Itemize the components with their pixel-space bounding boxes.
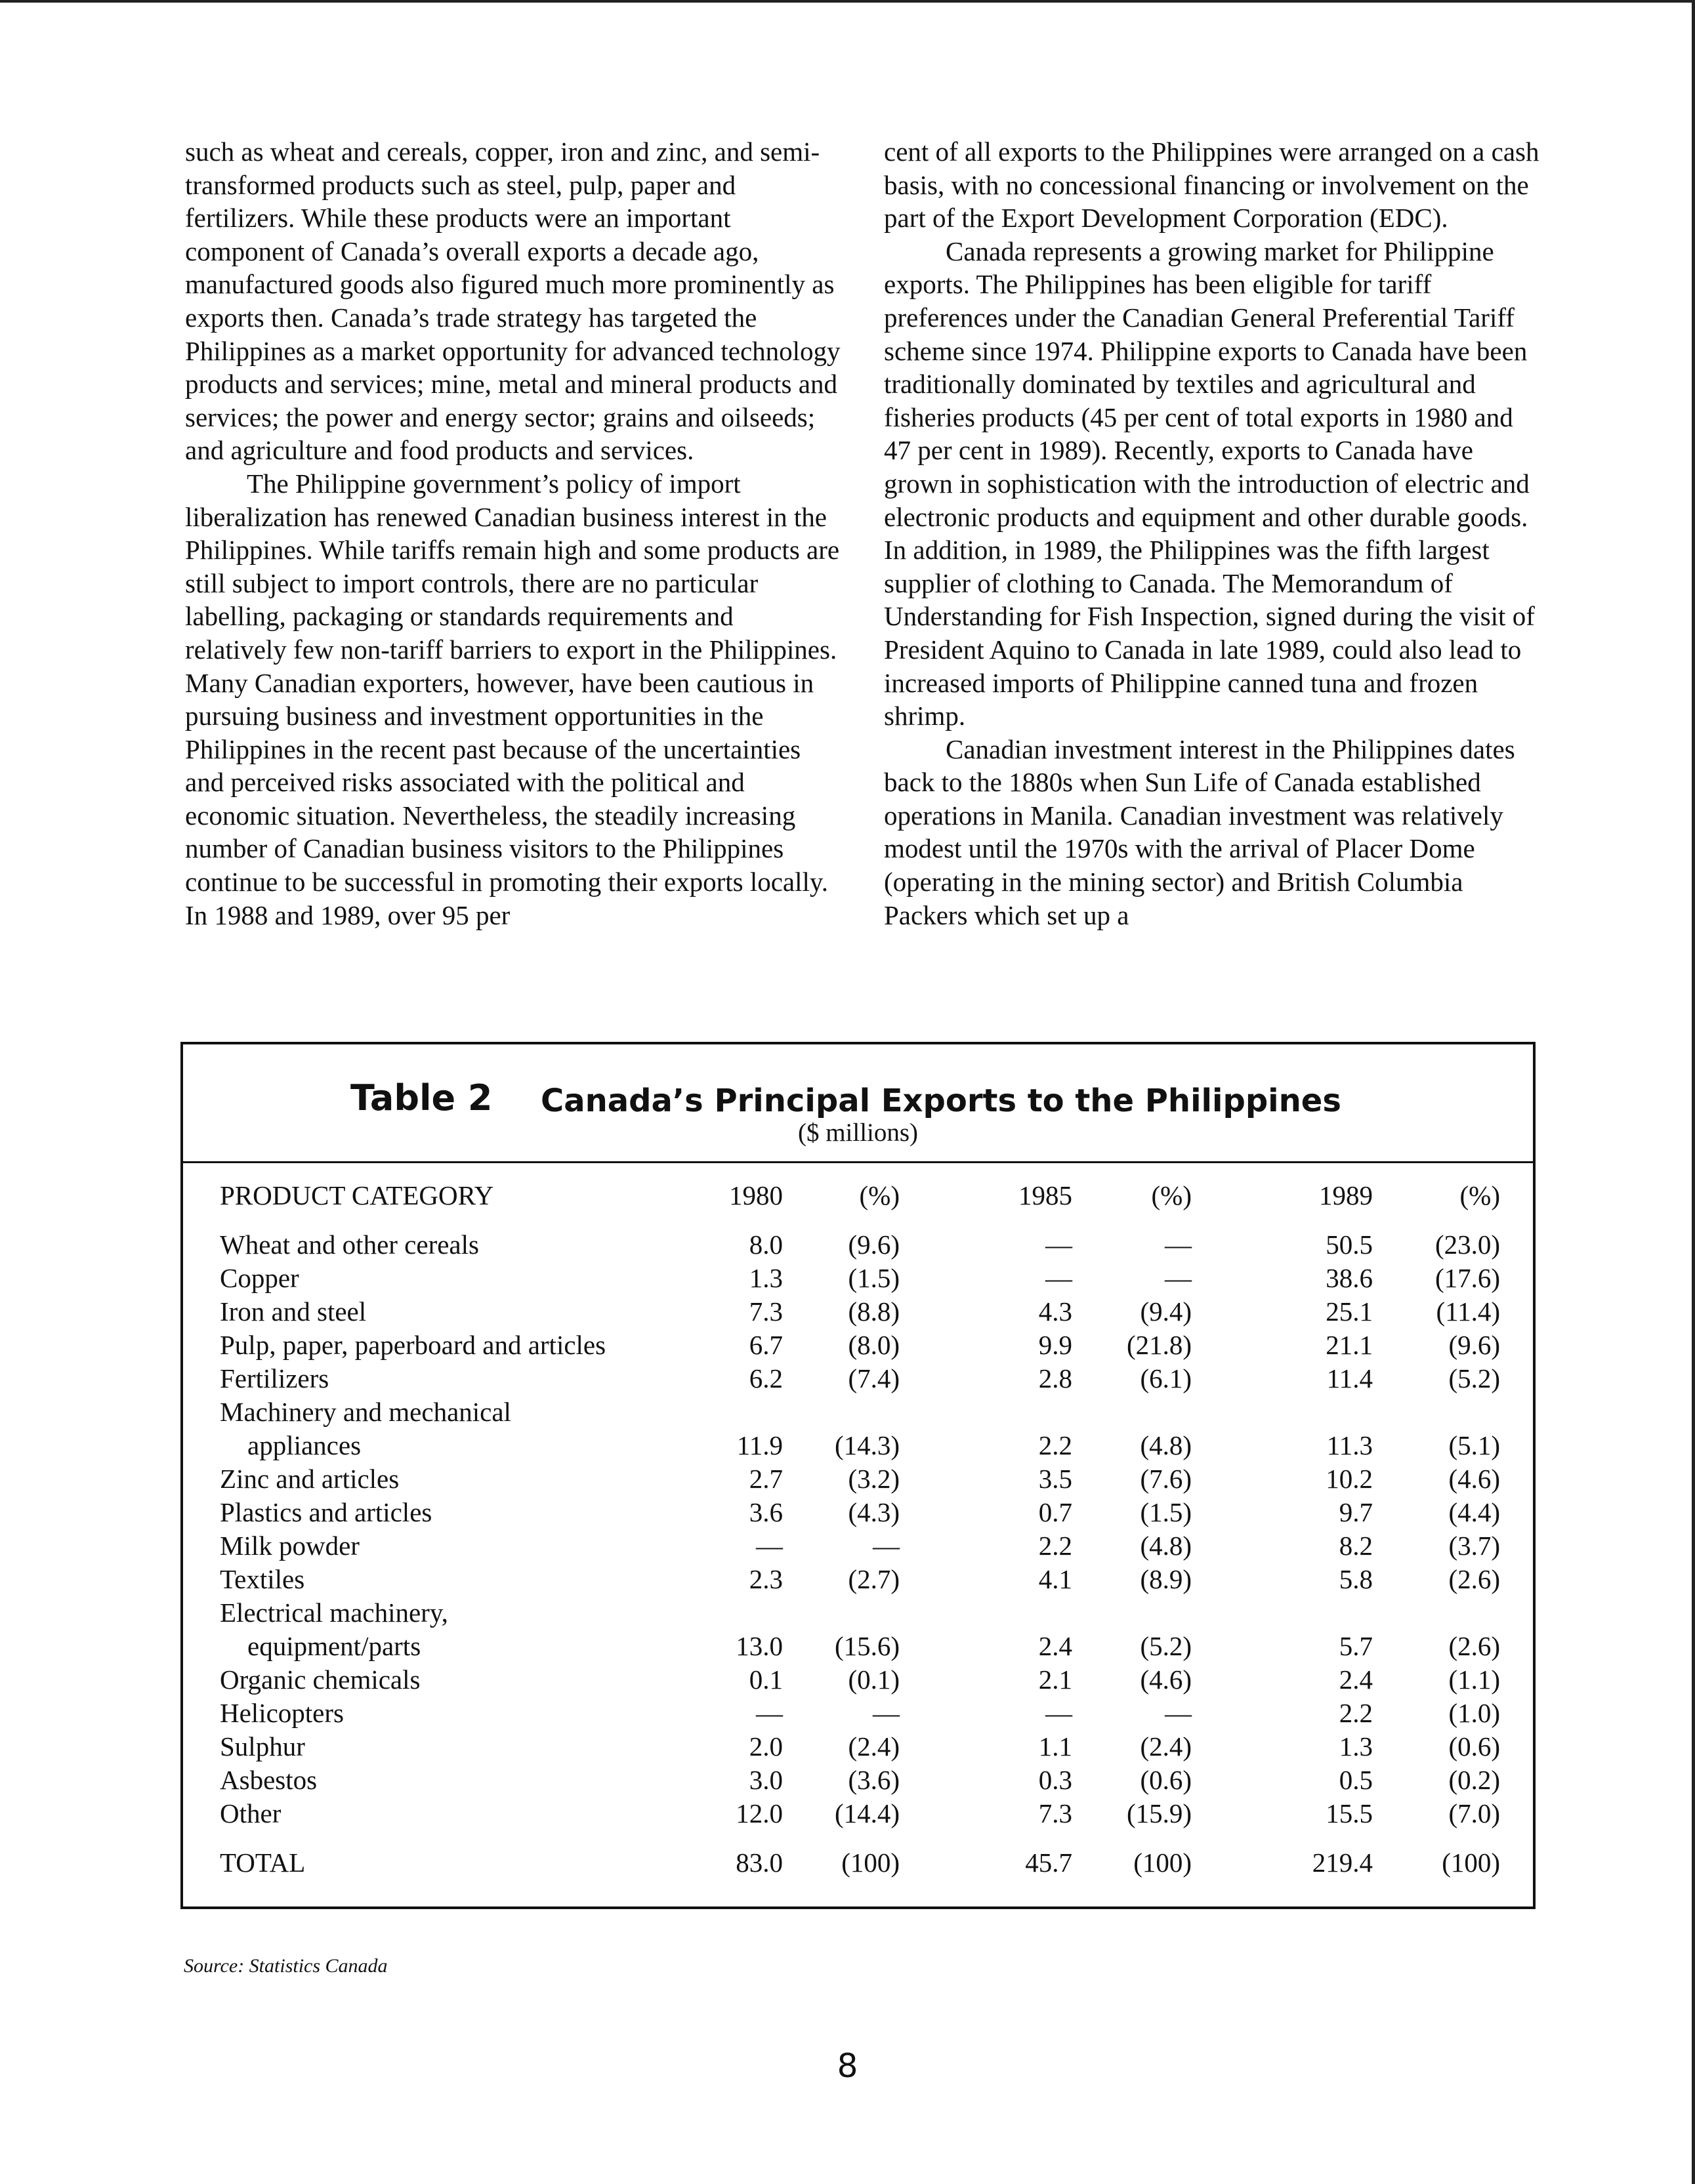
cell-pct-1985: — [1165, 1263, 1192, 1293]
cell-pct-1989: (7.0) [1448, 1798, 1500, 1828]
cell-1980: 6.7 [749, 1330, 783, 1360]
cell-1980: 8.0 [749, 1229, 783, 1260]
row-label-continuation: appliances [247, 1430, 362, 1460]
total-cell-pct-1989: (100) [1442, 1847, 1500, 1878]
cell-pct-1989: (2.6) [1448, 1631, 1500, 1661]
row-label: Machinery and mechanical [220, 1397, 511, 1427]
table-title-row [183, 1077, 1533, 1117]
cell-pct-1980: (3.2) [848, 1464, 900, 1494]
header-product-category: PRODUCT CATEGORY [220, 1180, 494, 1210]
total-label: TOTAL [220, 1847, 306, 1878]
cell-pct-1989: (5.2) [1448, 1363, 1500, 1393]
table-row [183, 1730, 1533, 1763]
header-pct-1980: (%) [859, 1180, 900, 1210]
cell-pct-1989: (1.0) [1448, 1698, 1500, 1728]
cell-1989: 8.2 [1339, 1531, 1373, 1561]
cell-1985: 9.9 [1038, 1330, 1072, 1360]
table-total-row [183, 1846, 1533, 1880]
cell-pct-1989: (23.0) [1434, 1229, 1500, 1260]
cell-1980: 3.6 [749, 1497, 783, 1527]
page-number: 8 [837, 2047, 858, 2085]
cell-1980: 7.3 [749, 1296, 783, 1327]
cell-1989: 10.2 [1326, 1464, 1373, 1494]
cell-1980: 12.0 [736, 1798, 783, 1828]
cell-pct-1989: (17.6) [1434, 1263, 1500, 1293]
cell-pct-1989: (5.1) [1448, 1430, 1500, 1460]
cell-pct-1985: (4.8) [1140, 1531, 1192, 1561]
cell-1989: 5.7 [1339, 1631, 1373, 1661]
cell-1985: 0.7 [1038, 1497, 1072, 1527]
row-label: Textiles [220, 1564, 305, 1594]
cell-pct-1989: (9.6) [1448, 1330, 1500, 1360]
row-label: Plastics and articles [220, 1497, 432, 1527]
row-label: Zinc and articles [220, 1464, 400, 1494]
table-row [183, 1262, 1533, 1295]
right-paragraph-3: Canadian investment interest in the Philippines dates back to the 1880s when Sun Life of Canada established operations in Manila. Canadian investment was relatively modest until the 1970s with the arrival of Placer Dome (operating in the mining sector) and British Columbia Packers which set up a [884, 733, 1515, 930]
table-title: Canada’s Principal Exports to the Philippines [541, 1082, 1341, 1119]
header-1980: 1980 [729, 1180, 783, 1210]
row-label: Wheat and other cereals [220, 1229, 479, 1260]
cell-1989: 21.1 [1326, 1330, 1373, 1360]
total-cell-1989: 219.4 [1312, 1847, 1373, 1878]
cell-pct-1989: (2.6) [1448, 1564, 1500, 1594]
cell-1989: 50.5 [1326, 1229, 1373, 1260]
header-1989: 1989 [1319, 1180, 1373, 1210]
cell-1985: 3.5 [1038, 1464, 1072, 1494]
cell-1980: 2.7 [749, 1464, 783, 1494]
row-label: Fertilizers [220, 1363, 329, 1393]
cell-1985: 4.3 [1038, 1296, 1072, 1327]
cell-pct-1989: (4.4) [1448, 1497, 1500, 1527]
exports-table [180, 1042, 1536, 1909]
cell-pct-1980: (15.6) [834, 1631, 900, 1661]
row-label: Electrical machinery, [220, 1597, 448, 1628]
row-label: Milk powder [220, 1531, 360, 1561]
cell-pct-1985: — [1165, 1698, 1192, 1728]
cell-1989: 2.4 [1339, 1664, 1373, 1695]
cell-1985: — [1045, 1229, 1072, 1260]
cell-1989: 11.4 [1326, 1363, 1373, 1393]
cell-pct-1989: (4.6) [1448, 1464, 1500, 1494]
cell-1985: 4.1 [1038, 1564, 1072, 1594]
cell-pct-1989: (1.1) [1448, 1664, 1500, 1695]
page-edge-top [0, 0, 1695, 3]
table-row [183, 1429, 1533, 1462]
cell-pct-1989: (0.2) [1448, 1765, 1500, 1795]
cell-1989: 15.5 [1326, 1798, 1373, 1828]
cell-pct-1989: (3.7) [1448, 1531, 1500, 1561]
table-row [183, 1362, 1533, 1395]
table-row [183, 1663, 1533, 1697]
table-row [183, 1563, 1533, 1596]
cell-pct-1980: (4.3) [848, 1497, 900, 1527]
table-row [183, 1529, 1533, 1563]
table-row [183, 1496, 1533, 1529]
table-row [183, 1797, 1533, 1830]
cell-1985: 2.8 [1038, 1363, 1072, 1393]
cell-pct-1985: (4.8) [1140, 1430, 1192, 1460]
row-label: Other [220, 1798, 282, 1828]
table-header-row [183, 1179, 1533, 1212]
cell-1985: 2.1 [1038, 1664, 1072, 1695]
cell-1989: 11.3 [1326, 1430, 1373, 1460]
row-label: Sulphur [220, 1731, 305, 1762]
cell-1980: 0.1 [749, 1664, 783, 1695]
right-column [884, 135, 1540, 932]
cell-1989: 25.1 [1326, 1296, 1373, 1327]
cell-1985: 2.2 [1038, 1430, 1072, 1460]
total-cell-pct-1985: (100) [1133, 1847, 1192, 1878]
cell-1985: — [1045, 1698, 1072, 1728]
row-label: Helicopters [220, 1698, 344, 1728]
total-cell-pct-1980: (100) [841, 1847, 900, 1878]
cell-1980: — [756, 1531, 783, 1561]
cell-pct-1980: — [873, 1698, 900, 1728]
table-divider [183, 1161, 1533, 1163]
cell-1985: 2.2 [1038, 1531, 1072, 1561]
cell-1980: 6.2 [749, 1363, 783, 1393]
cell-pct-1985: (21.8) [1126, 1330, 1192, 1360]
row-label: Copper [220, 1263, 299, 1293]
right-paragraph-1: cent of all exports to the Philippines were arranged on a cash basis, with no concessional financing or involvement on the part of the Export Development Corporation (EDC). [884, 136, 1539, 234]
cell-pct-1985: — [1165, 1229, 1192, 1260]
table-row [183, 1395, 1533, 1429]
cell-1985: 1.1 [1038, 1731, 1072, 1762]
cell-1989: 0.5 [1339, 1765, 1373, 1795]
table-row [183, 1630, 1533, 1663]
table-subtitle: ($ millions) [797, 1119, 919, 1147]
cell-pct-1980: (2.7) [848, 1564, 900, 1594]
cell-pct-1985: (8.9) [1140, 1564, 1192, 1594]
table-row [183, 1295, 1533, 1329]
cell-1980: — [756, 1698, 783, 1728]
right-paragraph-2: Canada represents a growing market for Philippine exports. The Philippines has been eligible for tariff preferences under the Canadian General Preferential Tariff scheme since 1974. Philippine exports to Canada have been traditionally dominated by textiles and agricultural and fisheries products (45 per cent of total exports in 1980 and 47 per cent in 1989). Recently, exports to Canada have grown in sophistication with the introduction of electric and electronic products and equipment and other durable goods. In addition, in 1989, the Philippines was the fifth largest supplier of clothing to Canada. The Memorandum of Understanding for Fish Inspection, signed during the visit of President Aquino to Canada in late 1989, could also lead to increased imports of Philippine canned tuna and frozen shrimp. [884, 236, 1535, 731]
cell-1985: 0.3 [1038, 1765, 1072, 1795]
cell-pct-1985: (1.5) [1140, 1497, 1192, 1527]
cell-1980: 2.3 [749, 1564, 783, 1594]
cell-pct-1985: (15.9) [1126, 1798, 1192, 1828]
cell-pct-1980: (9.6) [848, 1229, 900, 1260]
cell-1980: 3.0 [749, 1765, 783, 1795]
cell-pct-1980: (7.4) [848, 1363, 900, 1393]
row-label: Iron and steel [220, 1296, 367, 1327]
table-row [183, 1763, 1533, 1797]
row-label-continuation: equipment/parts [247, 1631, 421, 1661]
row-label: Asbestos [220, 1765, 318, 1795]
cell-pct-1980: (14.4) [834, 1798, 900, 1828]
cell-1980: 2.0 [749, 1731, 783, 1762]
page-edge-right [1692, 0, 1695, 2184]
cell-pct-1985: (0.6) [1140, 1765, 1192, 1795]
cell-1989: 38.6 [1326, 1263, 1373, 1293]
cell-pct-1980: (0.1) [848, 1664, 900, 1695]
table-row [183, 1697, 1533, 1730]
header-pct-1989: (%) [1459, 1180, 1500, 1210]
table-number: Table 2 [350, 1077, 493, 1119]
cell-pct-1980: (8.0) [848, 1330, 900, 1360]
total-cell-1985: 45.7 [1025, 1847, 1072, 1878]
cell-pct-1985: (9.4) [1140, 1296, 1192, 1327]
left-column [185, 135, 841, 932]
cell-1985: — [1045, 1263, 1072, 1293]
row-label: Organic chemicals [220, 1664, 421, 1695]
cell-pct-1985: (2.4) [1140, 1731, 1192, 1762]
header-pct-1985: (%) [1151, 1180, 1192, 1210]
cell-1989: 5.8 [1339, 1564, 1373, 1594]
cell-1989: 1.3 [1339, 1731, 1373, 1762]
cell-pct-1980: (3.6) [848, 1765, 900, 1795]
cell-pct-1985: (6.1) [1140, 1363, 1192, 1393]
cell-pct-1980: (8.8) [848, 1296, 900, 1327]
header-1985: 1985 [1018, 1180, 1072, 1210]
cell-1980: 11.9 [736, 1430, 783, 1460]
cell-pct-1989: (0.6) [1448, 1731, 1500, 1762]
table-row [183, 1329, 1533, 1362]
cell-pct-1980: (2.4) [848, 1731, 900, 1762]
left-paragraph-1: such as wheat and cereals, copper, iron and zinc, and semi-transformed products such as steel, pulp, paper and fertilizers. While these products were an important component of Canada’s overall exports a decade ago, manufactured goods also figured much more prominently as exports then. Canada’s trade strategy has targeted the Philippines as a market opportunity for advanced technology products and services; mine, metal and mineral products and services; the power and energy sector; grains and oilseeds; and agriculture and food products and services. [185, 136, 841, 466]
cell-pct-1980: — [873, 1531, 900, 1561]
cell-pct-1980: (14.3) [834, 1430, 900, 1460]
left-paragraph-2: The Philippine government’s policy of import liberalization has renewed Canadian business interest in the Philippines. While tariffs remain high and some products are still subject to import controls, there are no particular labelling, packaging or standards requirements and relatively few non-tariff barriers to export in the Philippines. Many Canadian exporters, however, have been cautious in pursuing business and investment opportunities in the Philippines in the recent past because of the uncertainties and perceived risks associated with the political and economic situation. Nevertheless, the steadily increasing number of Canadian business visitors to the Philippines continue to be successful in promoting their exports locally. In 1988 and 1989, over 95 per [185, 468, 840, 930]
cell-pct-1989: (11.4) [1436, 1296, 1500, 1327]
row-label: Pulp, paper, paperboard and articles [220, 1330, 606, 1360]
table-row [183, 1228, 1533, 1262]
cell-1980: 13.0 [736, 1631, 783, 1661]
table-row [183, 1596, 1533, 1630]
cell-1980: 1.3 [749, 1263, 783, 1293]
table-row [183, 1462, 1533, 1496]
cell-pct-1985: (4.6) [1140, 1664, 1192, 1695]
cell-1985: 7.3 [1038, 1798, 1072, 1828]
cell-pct-1985: (7.6) [1140, 1464, 1192, 1494]
cell-pct-1985: (5.2) [1140, 1631, 1192, 1661]
cell-1989: 9.7 [1339, 1497, 1373, 1527]
total-cell-1980: 83.0 [736, 1847, 783, 1878]
source-note: Source: Statistics Canada [184, 1955, 388, 1977]
cell-1985: 2.4 [1038, 1631, 1072, 1661]
cell-pct-1980: (1.5) [848, 1263, 900, 1293]
cell-1989: 2.2 [1339, 1698, 1373, 1728]
